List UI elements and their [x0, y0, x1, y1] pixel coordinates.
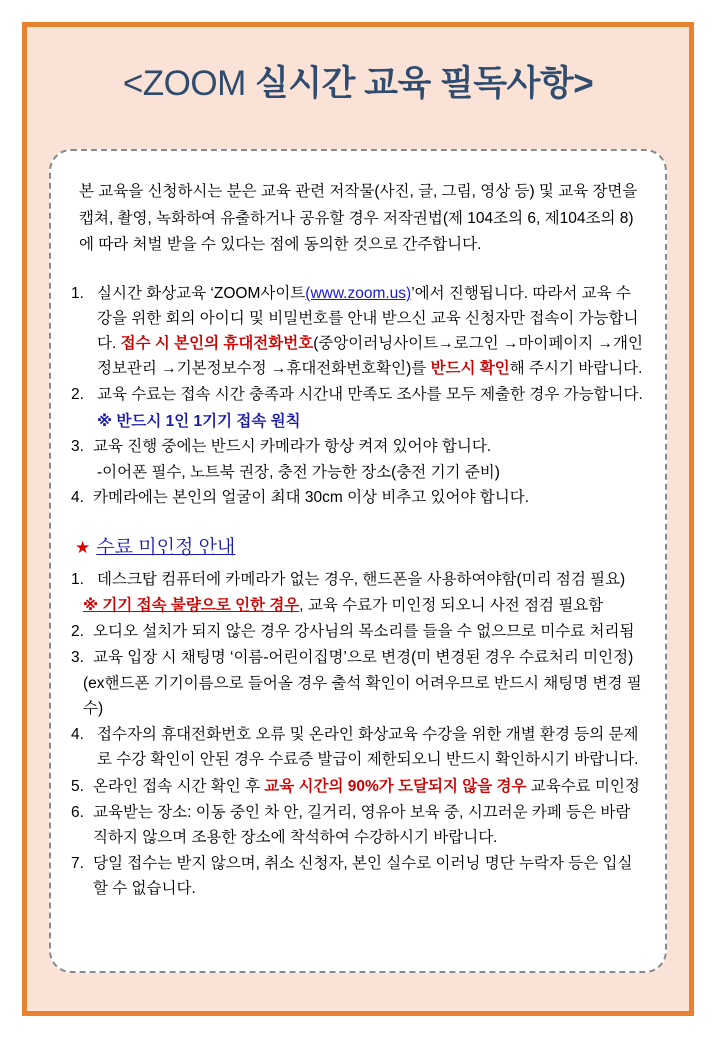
section2-item1-note-emphasis: ※ 기기 접속 불량으로 인한 경우 — [83, 596, 300, 614]
list-item-number: 4. — [71, 488, 84, 506]
list-item-number: 1. — [71, 284, 84, 302]
list-item-number: 5. — [71, 777, 84, 795]
list-item — [71, 645, 645, 670]
list-item — [71, 281, 645, 381]
title-korean: 실시간 교육 필독사항> — [254, 64, 594, 103]
list-item — [71, 382, 645, 407]
section2-list — [71, 567, 645, 901]
item1-emphasis-confirm: 반드시 확인 — [430, 360, 510, 378]
list-item — [71, 619, 645, 644]
item1-part1: 실시간 화상교육 ‘ZOOM사이트 — [97, 284, 306, 302]
content-card — [49, 149, 667, 973]
list-item-text: 카메라에는 본인의 얼굴이 최대 30cm 이상 비추고 있어야 합니다. — [93, 488, 530, 506]
list-item-text: 교육받는 장소: 이동 중인 차 안, 길거리, 영유아 보육 중, 시끄러운 카페 등은 바람직하지 않으며 조용한 장소에 착석하여 수강하시기 바랍니다. — [93, 803, 631, 846]
intro-paragraph: 본 교육을 신청하시는 분은 교육 관련 저작물(사진, 글, 그림, 영상 등) 및 교육 장면을 캡쳐, 촬영, 녹화하여 유출하거나 공유할 경우 저작권법(제 104조의 6, 제104조의 8)에 따라 처벌 받을 수 있다는 점에 동의한 것으로 간주합니다. — [79, 183, 638, 254]
list-item-text: 당일 접수는 받지 않으며, 취소 신청자, 본인 실수로 이러닝 명단 누락자 등은 입실 할 수 없습니다. — [93, 854, 633, 897]
list-item-number: 7. — [71, 854, 84, 872]
list-item-number: 1. — [71, 570, 84, 588]
title-latin: <ZOOM — [122, 64, 246, 103]
list-item-number: 2. — [71, 622, 84, 640]
item2-note-blue: ※ 반드시 1인 1기기 접속 원칙 — [97, 412, 301, 430]
item3-note: -이어폰 필수, 노트북 권장, 충전 가능한 장소(충전 기기 준비) — [97, 463, 500, 481]
list-item-number: 4. — [71, 726, 84, 744]
item5-part2: 교육수료 미인정 — [526, 777, 640, 795]
list-item-text: 오디오 설치가 되지 않은 경우 강사님의 목소리를 들을 수 없으므로 미수료 처리됨 — [93, 622, 635, 640]
list-item-number: 3. — [71, 437, 84, 455]
list-item-number: 6. — [71, 803, 84, 821]
list-item-text: 교육 수료는 접속 시간 충족과 시간내 만족도 조사를 모두 제출한 경우 가능합니다. — [97, 386, 643, 404]
section2-item1-note-rest: , 교육 수료가 미인정 되오니 사전 점검 필요함 — [299, 596, 604, 614]
list-item — [71, 567, 645, 592]
list-item-text — [97, 281, 645, 381]
page-title — [27, 27, 689, 104]
item1-emphasis-phone: 접수 시 본인의 휴대전화번호 — [120, 335, 314, 353]
list-item-text — [93, 774, 645, 799]
item1-part3: (중앙이러닝사이트→로그인 →마이페이지 →개인정보관리 →기본정보수정 →휴대전화번호확인)를 — [97, 335, 643, 378]
section2-heading-text: 수료 미인정 안내 — [96, 536, 236, 558]
list-item — [71, 722, 645, 772]
item1-part4: 해 주시기 바랍니다. — [509, 360, 643, 378]
section2-item1-note — [71, 593, 645, 618]
list-item — [71, 800, 645, 850]
list-item-text: 데스크탑 컴퓨터에 카메라가 없는 경우, 핸드폰을 사용하여야함(미리 점검 필요) — [97, 570, 626, 588]
star-icon: ★ — [75, 537, 91, 557]
section2-item3-note: (ex핸드폰 기기이름으로 들어올 경우 출석 확인이 어려우므로 반드시 채팅명 변경 필수) — [83, 675, 642, 718]
item5-emphasis-90percent: 교육 시간의 90%가 도달되지 않을 경우 — [264, 777, 527, 795]
list-item-text: 교육 진행 중에는 반드시 카메라가 항상 켜져 있어야 합니다. — [93, 437, 492, 455]
item1-part2: ’에서 진행됩니다. 따라서 교육 수강을 위한 회의 아이디 및 비밀번호를 안내 받으신 교육 신청자만 접속이 가능합니다. — [97, 284, 639, 353]
section2-heading — [75, 536, 645, 561]
list-item — [71, 434, 645, 459]
list-item-number: 2. — [71, 386, 84, 404]
item5-part1: 온라인 접속 시간 확인 후 — [93, 777, 265, 795]
list-item-number: 3. — [71, 648, 84, 666]
list-item — [71, 851, 645, 901]
poster-frame — [22, 22, 694, 1016]
section1-list — [71, 281, 645, 510]
list-item-text: 접수자의 휴대전화번호 오류 및 온라인 화상교육 수강을 위한 개별 환경 등의 문제로 수강 확인이 안된 경우 수료증 발급이 제한되오니 반드시 확인하시기 바랍니다. — [97, 726, 639, 769]
list-item — [71, 774, 645, 799]
zoom-site-link[interactable]: (www.zoom.us) — [305, 284, 412, 302]
list-item-text: 교육 입장 시 채팅명 ‘이름-어린이집명’으로 변경(미 변경된 경우 수료처리 미인정) — [93, 648, 634, 666]
list-item — [71, 485, 645, 510]
